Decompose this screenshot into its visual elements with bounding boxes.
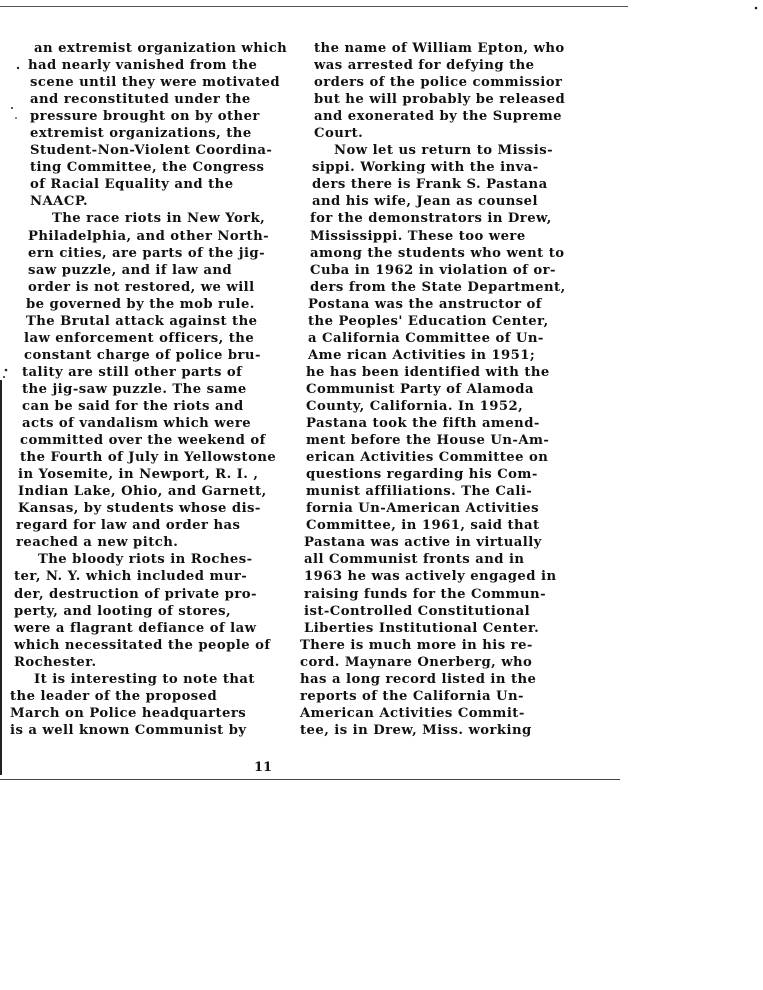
text-line: Rochester. [14, 654, 97, 670]
text-line: in Yosemite, in Newport, R. I. , [18, 467, 259, 483]
text-line: a California Committee of Un- [308, 330, 544, 346]
text-line: were a flagrant defiance of law [14, 620, 257, 636]
text-line: the name of William Epton, who [314, 41, 565, 56]
text-line: Pastana was active in virtually [304, 535, 542, 551]
text-line: Kansas, by students whose dis- [18, 501, 261, 517]
text-line: all Communist fronts and in [304, 552, 525, 568]
text-line: 1963 he was actively engaged in [304, 569, 557, 585]
text-line: law enforcement officers, the [24, 330, 255, 346]
left-text-column [6, 40, 288, 739]
text-line: and reconstituted under the [30, 92, 251, 108]
text-line: and his wife, Jean as counsel [312, 194, 538, 210]
text-line: March on Police headquarters [10, 705, 247, 721]
text-line: Postana was the anstructor of [308, 296, 542, 312]
text-line: It is interesting to note that [34, 671, 255, 687]
text-line: the jig-saw puzzle. The same [22, 381, 247, 397]
text-line: Communist Party of Alamoda [306, 381, 534, 397]
text-line: The Brutal attack against the [26, 313, 258, 329]
text-line: Philadelphia, and other North- [28, 228, 270, 244]
text-line: The bloody riots in Roches- [38, 552, 253, 568]
text-line: regard for law and order has [16, 518, 241, 534]
text-line: American Activities Commit- [300, 705, 525, 721]
text-line: but he will probably be released [314, 92, 566, 108]
text-line: perty, and looting of stores, [14, 603, 232, 619]
text-line: ter, N. Y. which included mur- [14, 569, 248, 585]
text-line: ders there is Frank S. Pastana [312, 177, 548, 193]
text-line: be governed by the mob rule. [26, 296, 255, 312]
text-line: ders from the State Department, [310, 279, 566, 295]
text-line: had nearly vanished from the [28, 58, 258, 74]
text-line: orders of the police commissior [314, 75, 563, 91]
text-line: Mississippi. These too were [310, 228, 526, 244]
text-line: committed over the weekend of [20, 433, 266, 449]
text-line: which necessitated the people of [14, 637, 271, 653]
text-line: can be said for the riots and [22, 398, 244, 414]
text-line: tee, is in Drew, Miss. working [300, 722, 532, 738]
text-line: among the students who went to [310, 245, 565, 261]
text-line: Committee, in 1961, said that [306, 518, 540, 534]
text-line: raising funds for the Commun- [304, 586, 546, 602]
text-line: Cuba in 1962 in violation of or- [310, 262, 556, 278]
text-line: for the demonstrators in Drew, [310, 211, 552, 227]
text-line: saw puzzle, and if law and [28, 262, 233, 278]
bottom-rule [0, 779, 620, 780]
text-line: ting Committee, the Congress [30, 160, 265, 176]
text-line: munist affiliations. The Cali- [306, 484, 533, 500]
text-line: tality are still other parts of [22, 364, 243, 380]
text-line: fornia Un-American Activities [306, 501, 540, 517]
text-line: an extremist organization which [34, 41, 288, 56]
text-line: Now let us return to Missis- [334, 143, 554, 159]
text-line: constant charge of police bru- [24, 347, 261, 363]
text-line: pressure brought on by other [30, 109, 260, 125]
text-line: acts of vandalism which were [22, 416, 252, 432]
text-line: Liberties Institutional Center. [304, 620, 540, 636]
text-line: the leader of the proposed [10, 688, 218, 704]
text-line: reports of the California Un- [300, 688, 524, 704]
text-line: reached a new pitch. [16, 535, 179, 551]
text-line: NAACP. [30, 194, 89, 210]
text-line: sippi. Working with the inva- [312, 160, 539, 176]
text-line: ist-Controlled Constitutional [304, 603, 531, 619]
text-line: Student-Non-Violent Coordina- [30, 143, 273, 159]
text-line: and exonerated by the Supreme [314, 109, 562, 125]
text-line: of Racial Equality and the [30, 177, 234, 193]
text-line: ment before the House Un-Am- [306, 433, 550, 449]
text-line: extremist organizations, the [30, 126, 252, 142]
text-line: County, California. In 1952, [306, 398, 524, 414]
text-line: Ame rican Activities in 1951; [308, 347, 536, 363]
text-line: is a well known Communist by [10, 722, 247, 738]
text-line: scene until they were motivated [30, 75, 280, 91]
text-line: cord. Maynare Onerberg, who [300, 654, 533, 670]
text-line: der, destruction of private pro- [14, 586, 257, 602]
text-line: the Fourth of July in Yellowstone [20, 450, 277, 466]
text-line: There is much more in his re- [300, 637, 533, 653]
right-text-column [296, 40, 566, 739]
text-line: was arrested for defying the [314, 58, 535, 74]
text-line: Pastana took the fifth amend- [306, 416, 540, 432]
text-line: Court. [314, 126, 364, 142]
text-line: order is not restored, we will [28, 279, 255, 295]
text-line: ern cities, are parts of the jig- [28, 245, 265, 261]
text-line: Indian Lake, Ohio, and Garnett, [18, 484, 267, 500]
text-line: erican Activities Committee on [306, 450, 549, 466]
page-number: 11 [253, 760, 273, 775]
text-line: has a long record listed in the [300, 671, 537, 687]
text-line: questions regarding his Com- [306, 467, 538, 483]
text-line: The race riots in New York, [52, 211, 266, 227]
text-line: the Peoples' Education Center, [308, 313, 549, 329]
text-line: he has been identified with the [306, 364, 550, 380]
